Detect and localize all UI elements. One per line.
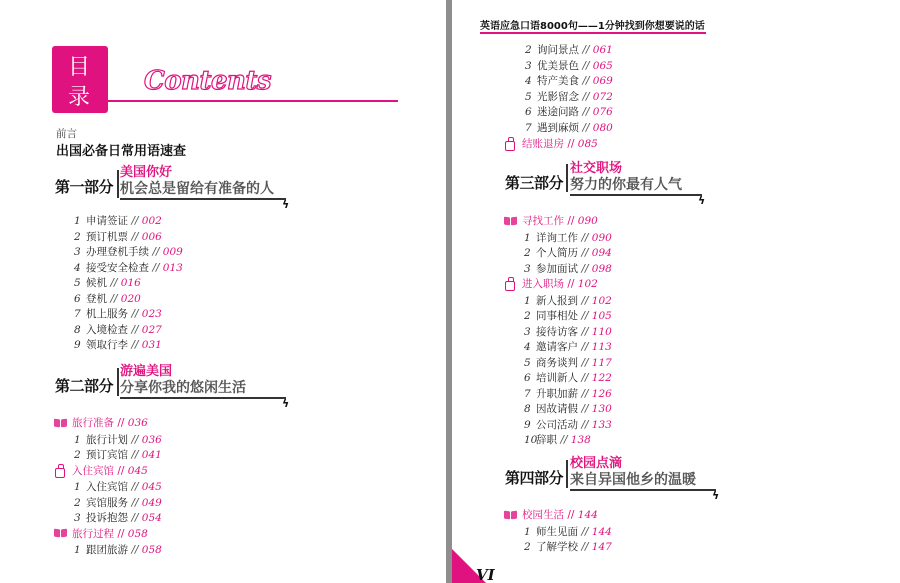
running-header: 英语应急口语8000句——1分钟找到你想要说的话 xyxy=(480,21,705,32)
toc-entry xyxy=(525,43,613,59)
entry-separator: // xyxy=(579,121,593,134)
entry-page: 061 xyxy=(592,44,613,56)
entry-page: 138 xyxy=(570,434,591,446)
entry-number: 10 xyxy=(524,434,538,446)
part2-rule xyxy=(120,397,286,399)
part3-subtitle: 努力的你最有人气 xyxy=(570,177,682,193)
entry-title: 遇到麻烦 xyxy=(537,121,579,134)
group-title: 寻找工作 xyxy=(522,215,564,227)
entry-separator: // xyxy=(557,434,571,446)
entry-number: 4 xyxy=(74,261,81,274)
group-page: 045 xyxy=(127,464,148,477)
entry-number: 9 xyxy=(524,418,531,431)
entry-page: 105 xyxy=(591,310,612,322)
toc-entry xyxy=(74,511,162,527)
group-separator: // xyxy=(564,138,578,150)
toc-entry xyxy=(74,323,183,339)
entry-page: 045 xyxy=(141,481,162,493)
entry-separator: // xyxy=(128,308,142,320)
entry-separator: // xyxy=(578,262,592,275)
entry-separator: // xyxy=(107,292,121,305)
entry-page: 122 xyxy=(591,372,612,384)
entry-number: 2 xyxy=(524,541,531,553)
entry-page: 130 xyxy=(591,403,612,415)
entry-title: 宾馆服务 xyxy=(86,496,128,509)
part1-subtitle: 机会总是留给有准备的人 xyxy=(120,181,274,197)
part1-rule xyxy=(120,198,286,200)
entry-separator: // xyxy=(128,339,142,351)
entry-separator: // xyxy=(128,512,142,524)
entry-title: 培训新人 xyxy=(536,372,578,384)
entry-page: 080 xyxy=(592,121,613,134)
entry-separator: // xyxy=(578,341,592,353)
toc-group-heading xyxy=(54,464,162,481)
entry-title: 因故请假 xyxy=(536,403,578,415)
toc-entry xyxy=(525,105,613,121)
entry-separator: // xyxy=(578,325,592,338)
toc-entry xyxy=(74,307,183,323)
entry-separator: // xyxy=(578,356,592,369)
toc-entry xyxy=(524,525,612,541)
entry-number: 7 xyxy=(74,308,81,320)
toc-entry xyxy=(74,230,183,246)
group-page: 036 xyxy=(127,417,148,429)
part2-divider xyxy=(117,368,119,396)
group-separator: // xyxy=(114,464,128,477)
entry-number: 6 xyxy=(524,372,531,384)
part2-bolt-icon: ϟ xyxy=(282,397,290,410)
checkout-group xyxy=(504,137,598,154)
part1-list xyxy=(74,214,183,354)
part2-list xyxy=(54,416,162,559)
entry-page: 126 xyxy=(591,387,612,400)
entry-page: 072 xyxy=(592,90,613,103)
group-page: 144 xyxy=(577,509,598,521)
entry-separator: // xyxy=(578,418,592,431)
toc-char-2: 录 xyxy=(68,85,91,110)
entry-number: 3 xyxy=(524,262,531,275)
entry-title: 登机 xyxy=(86,292,107,305)
entry-number: 5 xyxy=(525,90,532,103)
entry-title: 详询工作 xyxy=(536,231,578,244)
entry-page: 102 xyxy=(591,294,612,307)
entry-number: 6 xyxy=(525,106,532,118)
entry-title: 个人简历 xyxy=(536,247,578,259)
group-title: 校园生活 xyxy=(522,509,564,521)
entry-number: 1 xyxy=(524,294,531,307)
entry-title: 同事相处 xyxy=(536,310,578,322)
entry-title: 预订机票 xyxy=(86,230,128,243)
entry-title: 辞职 xyxy=(536,434,557,446)
entry-title: 优美景色 xyxy=(537,59,579,72)
entry-separator: // xyxy=(579,44,593,56)
entry-separator: // xyxy=(128,215,142,227)
entry-page: 058 xyxy=(141,544,162,556)
header-rule xyxy=(480,32,706,34)
entry-number: 8 xyxy=(524,403,531,415)
entry-page: 147 xyxy=(591,541,612,553)
entry-title: 接待访客 xyxy=(536,325,578,338)
group-page: 085 xyxy=(577,138,598,150)
entry-title: 了解学校 xyxy=(536,541,578,553)
entry-title: 办理登机手续 xyxy=(86,246,149,258)
toc-entry xyxy=(524,246,612,262)
entry-separator: // xyxy=(578,310,592,322)
toc-group-heading xyxy=(54,527,162,544)
entry-separator: // xyxy=(578,541,592,553)
entry-separator: // xyxy=(579,106,593,118)
toc-entry xyxy=(524,309,612,325)
entry-title: 师生见面 xyxy=(536,525,578,538)
entry-title: 入境检查 xyxy=(86,323,128,336)
group-entries xyxy=(54,480,162,527)
group-entries xyxy=(504,231,612,278)
toc-entry xyxy=(74,292,183,308)
toc-entry xyxy=(74,261,183,277)
entry-separator: // xyxy=(578,247,592,259)
entry-separator: // xyxy=(128,496,142,509)
toc-entry xyxy=(524,371,612,387)
entry-number: 3 xyxy=(524,325,531,338)
entry-separator: // xyxy=(579,59,593,72)
entry-separator: // xyxy=(128,230,142,243)
entry-separator: // xyxy=(578,231,592,244)
toc-entry xyxy=(524,356,612,372)
group-title: 结账退房 xyxy=(522,138,564,150)
entry-page: 023 xyxy=(141,308,162,320)
preface-label: 前言 xyxy=(56,128,77,140)
entry-number: 1 xyxy=(74,544,81,556)
toc-char-1: 目 xyxy=(68,55,91,80)
entry-title: 参加面试 xyxy=(536,262,578,275)
entry-page: 002 xyxy=(141,215,162,227)
toc-entry xyxy=(524,540,612,556)
toc-entry xyxy=(525,59,613,75)
entry-page: 006 xyxy=(141,230,162,243)
toc-entry xyxy=(524,325,612,341)
toc-entry xyxy=(74,543,162,559)
entry-page: 036 xyxy=(141,433,162,446)
toc-entry xyxy=(74,214,183,230)
entry-page: 076 xyxy=(592,106,613,118)
toc-entry xyxy=(524,433,612,449)
part4-subtitle: 来自异国他乡的温暖 xyxy=(570,472,696,488)
entry-number: 2 xyxy=(524,310,531,322)
book-icon xyxy=(54,419,67,428)
entry-number: 5 xyxy=(524,356,531,369)
entry-title: 预订宾馆 xyxy=(86,449,128,461)
toc-entry xyxy=(524,340,612,356)
entry-title: 特产美食 xyxy=(537,75,579,87)
toc-entry xyxy=(524,418,612,434)
quick-ref-heading: 出国必备日常用语速查 xyxy=(56,144,187,159)
toc-entry xyxy=(74,496,162,512)
entry-page: 027 xyxy=(141,323,162,336)
part3-divider xyxy=(566,164,568,192)
entry-page: 041 xyxy=(141,449,162,461)
entry-page: 098 xyxy=(591,262,612,275)
entry-page: 094 xyxy=(591,247,612,259)
entry-title: 光影留念 xyxy=(537,90,579,103)
entry-title: 领取行李 xyxy=(86,339,128,351)
entry-number: 4 xyxy=(525,75,532,87)
entry-page: 117 xyxy=(591,356,612,369)
toc-entry xyxy=(524,402,612,418)
part3-list xyxy=(504,214,612,449)
group-page: 058 xyxy=(127,527,148,540)
bag-icon xyxy=(504,137,516,151)
entry-title: 申请签证 xyxy=(86,215,128,227)
toc-entry xyxy=(74,448,162,464)
page-number: VI xyxy=(476,566,495,583)
toc-entry xyxy=(525,90,613,106)
entry-number: 1 xyxy=(74,481,81,493)
entry-number: 8 xyxy=(74,323,81,336)
entry-page: 113 xyxy=(591,341,612,353)
entry-number: 1 xyxy=(524,525,531,538)
part3-bolt-icon: ϟ xyxy=(698,194,706,207)
entry-number: 7 xyxy=(524,387,531,400)
group-page: 090 xyxy=(577,215,598,227)
part1-label: 第一部分 xyxy=(55,178,114,196)
toc-group-heading xyxy=(504,508,612,525)
book-icon xyxy=(504,217,517,226)
toc-group-heading xyxy=(504,137,598,154)
entry-title: 商务谈判 xyxy=(536,356,578,369)
entry-number: 3 xyxy=(74,512,81,524)
entry-page: 069 xyxy=(592,75,613,87)
entry-number: 4 xyxy=(524,341,531,353)
entry-separator: // xyxy=(149,261,163,274)
left-page xyxy=(0,0,446,583)
entry-separator: // xyxy=(149,246,163,258)
entry-page: 133 xyxy=(591,418,612,431)
toc-entry xyxy=(524,231,612,247)
group-title: 旅行过程 xyxy=(72,527,114,540)
entry-page: 020 xyxy=(120,292,141,305)
entry-number: 7 xyxy=(525,121,532,134)
group-entries xyxy=(504,525,612,556)
part4-title: 校园点滴 xyxy=(570,456,623,471)
entry-title: 旅行计划 xyxy=(86,433,128,446)
toc-entry xyxy=(525,74,613,90)
part4-rule xyxy=(570,489,716,491)
entry-number: 5 xyxy=(74,277,81,289)
entry-separator: // xyxy=(578,372,592,384)
entry-page: 110 xyxy=(591,325,612,338)
entry-page: 054 xyxy=(141,512,162,524)
entry-separator: // xyxy=(128,481,142,493)
group-entries xyxy=(54,543,162,559)
entry-number: 6 xyxy=(74,292,81,305)
entry-separator: // xyxy=(128,323,142,336)
book-icon xyxy=(54,529,67,538)
group-page: 102 xyxy=(577,278,598,290)
toc-entry xyxy=(74,480,162,496)
entry-number: 1 xyxy=(74,433,81,446)
entry-title: 公司活动 xyxy=(536,418,578,431)
toc-entry xyxy=(525,121,613,137)
right-page xyxy=(452,0,900,583)
entry-number: 2 xyxy=(74,496,81,509)
entry-separator: // xyxy=(578,403,592,415)
entry-title: 候机 xyxy=(86,277,107,289)
part2-subtitle: 分享你我的悠闲生活 xyxy=(120,380,246,396)
bag-icon xyxy=(504,277,516,291)
toc-group-heading xyxy=(504,277,612,294)
book-icon xyxy=(504,511,517,520)
part1-bolt-icon: ϟ xyxy=(282,198,290,211)
bag-icon xyxy=(54,464,66,478)
part4-bolt-icon: ϟ xyxy=(712,489,720,502)
toc-entry xyxy=(524,262,612,278)
entry-number: 2 xyxy=(525,44,532,56)
entry-separator: // xyxy=(128,433,142,446)
part2-title: 游遍美国 xyxy=(120,364,173,379)
entry-number: 3 xyxy=(525,59,532,72)
toc-entry xyxy=(74,433,162,449)
entry-title: 询问景点 xyxy=(537,44,579,56)
group-title: 进入职场 xyxy=(522,278,564,290)
entry-number: 1 xyxy=(74,215,81,227)
contents-underline xyxy=(108,100,398,102)
entry-title: 投诉抱怨 xyxy=(86,512,128,524)
entry-title: 迷途问路 xyxy=(537,106,579,118)
group-entries xyxy=(504,294,612,449)
continued-list xyxy=(525,43,613,136)
part2-label: 第二部分 xyxy=(55,377,114,395)
entry-number: 9 xyxy=(74,339,81,351)
group-separator: // xyxy=(564,509,578,521)
entry-title: 跟团旅游 xyxy=(86,544,128,556)
toc-entry xyxy=(74,245,183,261)
toc-entry xyxy=(74,276,183,292)
entry-title: 新人报到 xyxy=(536,294,578,307)
entry-title: 机上服务 xyxy=(86,308,128,320)
entry-title: 升职加薪 xyxy=(536,387,578,400)
entry-separator: // xyxy=(578,294,592,307)
entry-number: 2 xyxy=(74,449,81,461)
entry-page: 016 xyxy=(120,277,141,289)
entry-page: 009 xyxy=(162,246,183,258)
group-separator: // xyxy=(564,215,578,227)
entry-number: 3 xyxy=(74,246,81,258)
part3-title: 社交职场 xyxy=(570,161,623,176)
entry-separator: // xyxy=(578,525,592,538)
entry-separator: // xyxy=(107,277,121,289)
part4-label: 第四部分 xyxy=(505,469,564,487)
group-separator: // xyxy=(114,527,128,540)
toc-entry xyxy=(74,338,183,354)
toc-entry xyxy=(524,387,612,403)
entry-number: 1 xyxy=(524,231,531,244)
toc-group-heading xyxy=(54,416,162,433)
part3-label: 第三部分 xyxy=(505,174,564,192)
entry-page: 031 xyxy=(141,339,162,351)
contents-heading: Contents xyxy=(144,66,272,96)
entry-page: 065 xyxy=(592,59,613,72)
group-separator: // xyxy=(114,417,128,429)
entry-separator: // xyxy=(128,449,142,461)
group-title: 入住宾馆 xyxy=(72,464,114,477)
toc-entry xyxy=(524,294,612,310)
entry-number: 2 xyxy=(524,247,531,259)
entry-number: 2 xyxy=(74,230,81,243)
toc-group-heading xyxy=(504,214,612,231)
part1-divider xyxy=(117,170,119,198)
entry-page: 013 xyxy=(162,261,183,274)
part1-title: 美国你好 xyxy=(120,165,173,180)
entry-page: 144 xyxy=(591,525,612,538)
entry-page: 090 xyxy=(591,231,612,244)
entry-separator: // xyxy=(128,544,142,556)
group-entries xyxy=(54,433,162,464)
entry-title: 邀请客户 xyxy=(536,341,578,353)
entry-title: 入住宾馆 xyxy=(86,481,128,493)
part4-list xyxy=(504,508,612,556)
group-title: 旅行准备 xyxy=(72,417,114,429)
part3-rule xyxy=(570,194,702,196)
group-separator: // xyxy=(564,278,578,290)
entry-separator: // xyxy=(579,75,593,87)
entry-separator: // xyxy=(579,90,593,103)
entry-separator: // xyxy=(578,387,592,400)
entry-title: 接受安全检查 xyxy=(86,261,149,274)
entry-page: 049 xyxy=(141,496,162,509)
part4-divider xyxy=(566,460,568,488)
